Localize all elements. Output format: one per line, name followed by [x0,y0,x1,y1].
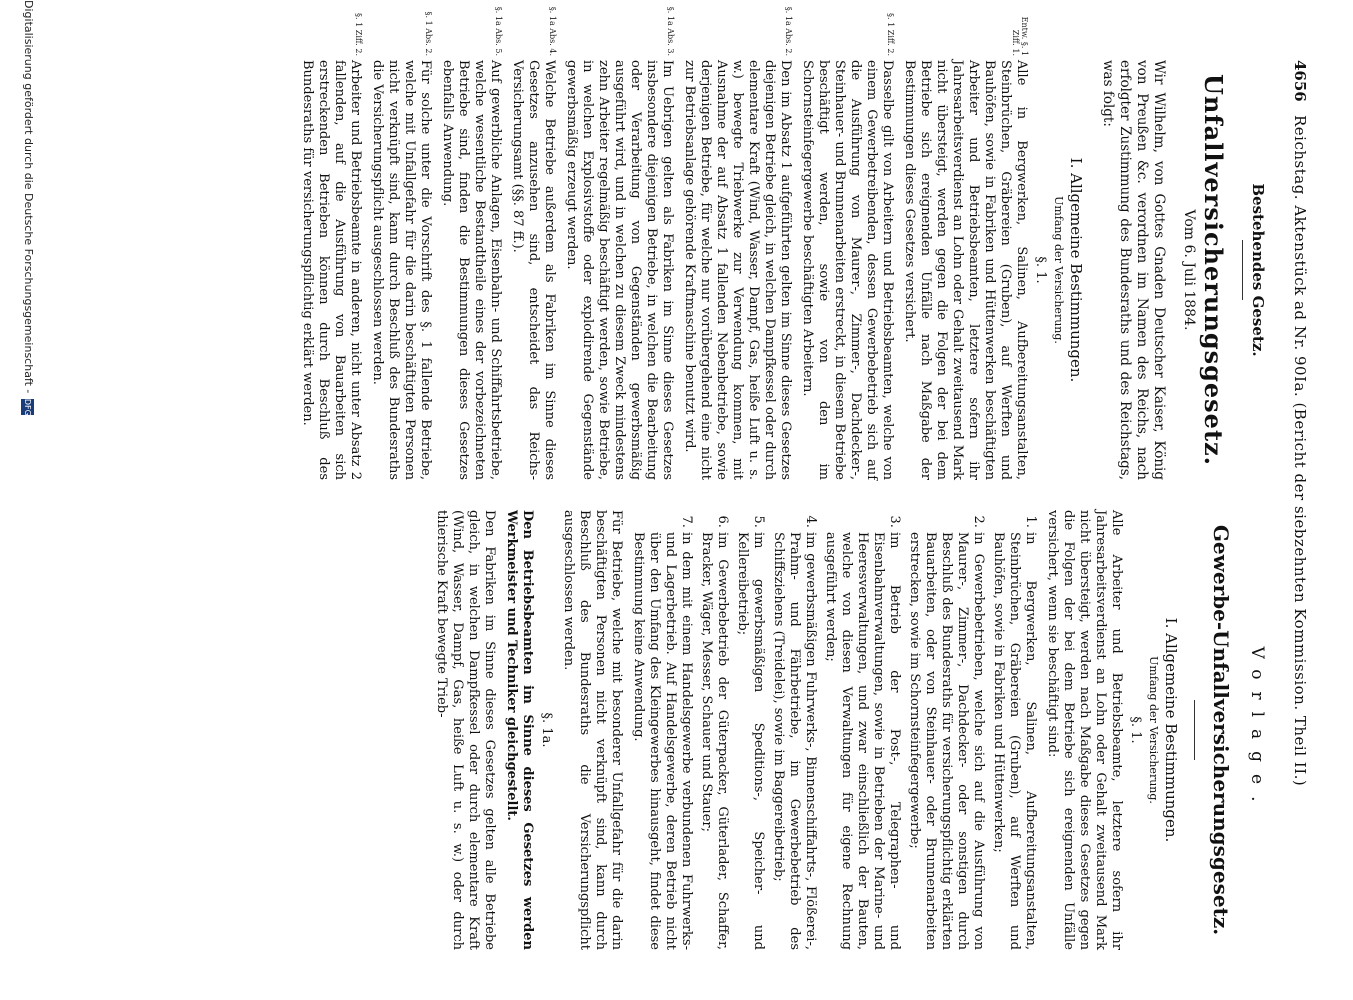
paragraph-block [799,13,895,480]
law-title: Gewerbe-Unfallversicherungsgesetz. [1209,524,1233,936]
column-heading: Vorlage. [1247,646,1267,814]
subsection-heading: Umfang der Versicherung. [1147,656,1160,804]
paragraph-text: Alle Arbeiter und Betriebsbeamte, letztere sofern ihr Jahresarbeitsverdienst an Lohn oder Gehalt zweitausend Mark nicht übersteigt, werden nach Maßgabe dieses Gesetzes gegen die Folgen der bei dem Betriebe sich ereignenden Unfälle versichert, wenn sie beschäftigt sind: [1045,510,1124,950]
page-number: 4656 [1291,60,1309,102]
paragraph-block [509,6,557,480]
paragraph-list [299,6,1029,480]
paragraph-block [563,6,675,480]
running-header [1279,60,1309,930]
margin-reference: §. 1a Abs. 4. [548,6,557,56]
list-item: 6. im Gewerbebetrieb der Güterpacker, Güterlader, Schaffer, Bracker, Wäger, Messer, Schauer und Stauer; [698,532,730,950]
margin-reference: §. 1 Ziff. 2. [886,13,895,56]
paragraph-text: Den im Absatz 1 aufgeführten gelten im Sinne dieses Gesetzes diejenigen Betriebe gleich, in welchen Dampfkessel oder durch elementare Kraft (Wind, Wasser, Dampf, Gas, heiße Luft u. s. w.) bewegte Triebwerke zur Verwendung kommen, mit Ausnahme der auf Absatz 1 fallenden Nebenbetriebe, sowie derjenigen Betriebe, für welche nur vorübergehend eine nicht zur Betriebsanlage gehörende Kraftmaschine benutzt wird. [682,60,793,480]
paragraph-text: Für solche unter die Vorschrift des §. 1 fallende Betriebe, welche mit Unfallgefahr für die darin beschäftigten Personen nicht verknüpft sind, kann durch Beschluß des Bundesraths die Versicherungspflicht ausgeschlossen werden. [370,60,433,480]
section-heading: I. Allgemeine Bestimmungen. [1162,617,1180,843]
paragraph-block [369,11,433,480]
divider [1242,240,1243,300]
list-item: 5. im gewerbsmäßigen Speditions-, Speicher- und Kellereibetrieb; [734,532,766,950]
margin-reference: §. 1a Abs. 5. [494,6,503,56]
margin-reference: §. 1 Abs. 2. [424,11,433,56]
paragraph-text: Auf gewerbliche Anlagen, Eisenbahn- und Schiffahrtsbetriebe, welche wesentliche Bestandtheile eines der vorbezeichneten Betriebe sind, finden die Bestimmungen dieses Gesetzes ebenfalls Anwendung. [440,60,503,480]
law-title: Unfallversicherungsgesetz. [1199,73,1228,467]
list-item: 4. im gewerbsmäßigen Fuhrwerks-, Binnenschiffahrts-, Flößerei-, Prahm- und Fährbetriebe, im Gewerbebetrieb des Schiffsziehens (Treidelei), sowie im Baggereibetrieb; [770,532,818,950]
paragraph-text: Im Uebrigen gelten als Fabriken im Sinne dieses Gesetzes insbesondere diejenigen Betriebe, in welchen die Bearbeitung oder Verarbeitung von Gegenständen gewerbsmäßig ausgeführt wird, und in welchen zu diesem Zweck mindestens zehn Arbeiter regelmäßig beschäftigt werden, sowie Betriebe, in welchen Explosivstoffe oder explodirende Gegenstände gewerbsmäßig erzeugt werden. [564,60,675,480]
paragraph-text: Arbeiter und Betriebsbeamte in anderen, nicht unter Absatz 2 fallenden, auf die Ausführung von Bauarbeiten sich erstreckenden Betrieben können durch Beschluß des Bundesraths für versicherungspflichtig erklärt werden. [300,60,363,480]
paragraph-text: Dasselbe gilt von Arbeitern und Betriebsbeamten, welche von einem Gewerbetreibenden, dessen Gewerbebetrieb sich auf die Ausführung von Maurer-, Zimmer-, Dachdecker-, Steinhauer- und Brunnenarbeiten erstreckt, in diesem Betriebe beschäftigt werden, sowie von den im Schornsteinfegergewerbe beschäftigten Arbeitern. [800,60,895,480]
list-item: 1. in Bergwerken, Salinen, Aufbereitungsanstalten, Steinbrüchen, Gräbereien (Gruben), auf Werften und Bauhöfen, sowie in Fabriken und Hüttenwerken; [990,532,1038,950]
margin-reference: §. 1 Ziff. 2. [354,13,363,56]
footer-credit [15,0,35,1000]
section-heading: I. Allgemeine Bestimmungen. [1067,157,1085,383]
right-column-draft [427,510,1273,950]
paragraph-block [681,6,793,480]
paragraph-text: Für Betriebe, welche mit besonderer Unfallgefahr für die darin beschäftigten Personen nicht verknüpft sind, kann durch Beschluß des Bundesraths die Versicherungspflicht ausgeschlossen werden. [561,510,624,950]
paragraph-text: Welche Betriebe außerdem als Fabriken im Sinne dieses Gesetzes anzusehen sind, entscheidet das Reichs-Versicherungsamt (§§. 87 ff.). [510,60,557,480]
left-column-existing-law [293,6,1273,480]
subsection-heading: Umfang der Versicherung. [1052,196,1065,344]
dfg-logo: DFG [23,398,33,416]
list-item: 3. im Betrieb der Post-, Telegraphen- und Eisenbahnverwaltungen, sowie in Betrieben der Marine- und Heeresverwaltungen, und zwar einschließlich der Bauten, welche von diesen Verwaltungen für eigene Rechnung ausgeführt werden; [822,532,902,950]
margin-reference: Entw. §. 1 Ziff. 1. [1011,16,1029,56]
margin-reference: §. 1a Abs. 3. [666,6,675,56]
paragraph-number: §. 1a. [539,712,554,748]
paragraph-text: Den Fabriken im Sinne dieses Gesetzes gelten alle Betriebe gleich, in welchen Dampfkessel oder durch elementare Kraft (Wind, Wasser, Dampf, Gas, heiße Luft u. s. w.) oder durch thierische Kraft bewegte Trieb- [434,510,497,950]
law-date: Vom 6. Juli 1884. [1181,209,1197,331]
paragraph-block [439,6,503,480]
paragraph-block [299,13,363,480]
list-item: 2. in Gewerbebetrieben, welche sich auf die Ausführung von Maurer-, Zimmer-, Dachdecker- oder sonstigen durch Beschluß des Bundesraths für versicherungspflichtig erklärten Bauarbeiten, oder von Steinhauer- oder Brunnenarbeiten erstrecken, sowie im Schornsteinfegergewerbe; [906,532,986,950]
footer-text: Digitalisierung gefördert durch die Deutsche Forschungsgemeinschaft - [22,0,35,394]
header-text: Reichstag. Aktenstück ad Nr. 90Ia. (Bericht der siebzehnten Kommission. Theil II.) [1291,115,1309,787]
paragraph-number: §. 1. [1128,716,1143,744]
preamble: Wir Wilhelm, von Gottes Gnaden Deutscher Kaiser, König von Preußen &c. verordnen im Namen des Reichs, nach erfolgter Zustimmung des Bundesraths und des Reichstags, was folgt: [1100,60,1167,480]
paragraph-number: §. 1. [1033,256,1048,284]
paragraph-block [901,16,1029,480]
margin-reference: §. 1a Abs. 2. [784,6,793,56]
divider [1194,700,1195,760]
column-heading: Bestehendes Gesetz. [1249,183,1267,357]
paragraph-text: Den Betriebsbeamten im Sinne dieses Gesetzes werden Werkmeister und Techniker gleichgestellt. [504,510,535,950]
list-item: 7. in dem mit einem Handelsgewerbe verbundenen Fuhrwerks- und Lagerbetrieb. Auf Handelsgewerbe, deren Betrieb nicht über den Umfang des Kleingewerbes hinausgeht, findet diese Bestimmung keine Anwendung. [630,532,694,950]
numbered-list [630,510,1038,950]
paragraph-text: Alle in Bergwerken, Salinen, Aufbereitungsanstalten, Steinbrüchen, Gräbereien (Gruben), auf Werften und Bauhöfen, sowie in Fabriken und Hüttenwerken beschäftigten Arbeiter und Betriebsbeamten, letztere sofern ihr Jahresarbeitsverdienst an Lohn oder Gehalt zweitausend Mark nicht übersteigt, werden gegen die Folgen der bei dem Betriebe sich ereignenden Unfälle nach Maßgabe der Bestimmungen dieses Gesetzes versichert. [902,60,1029,480]
